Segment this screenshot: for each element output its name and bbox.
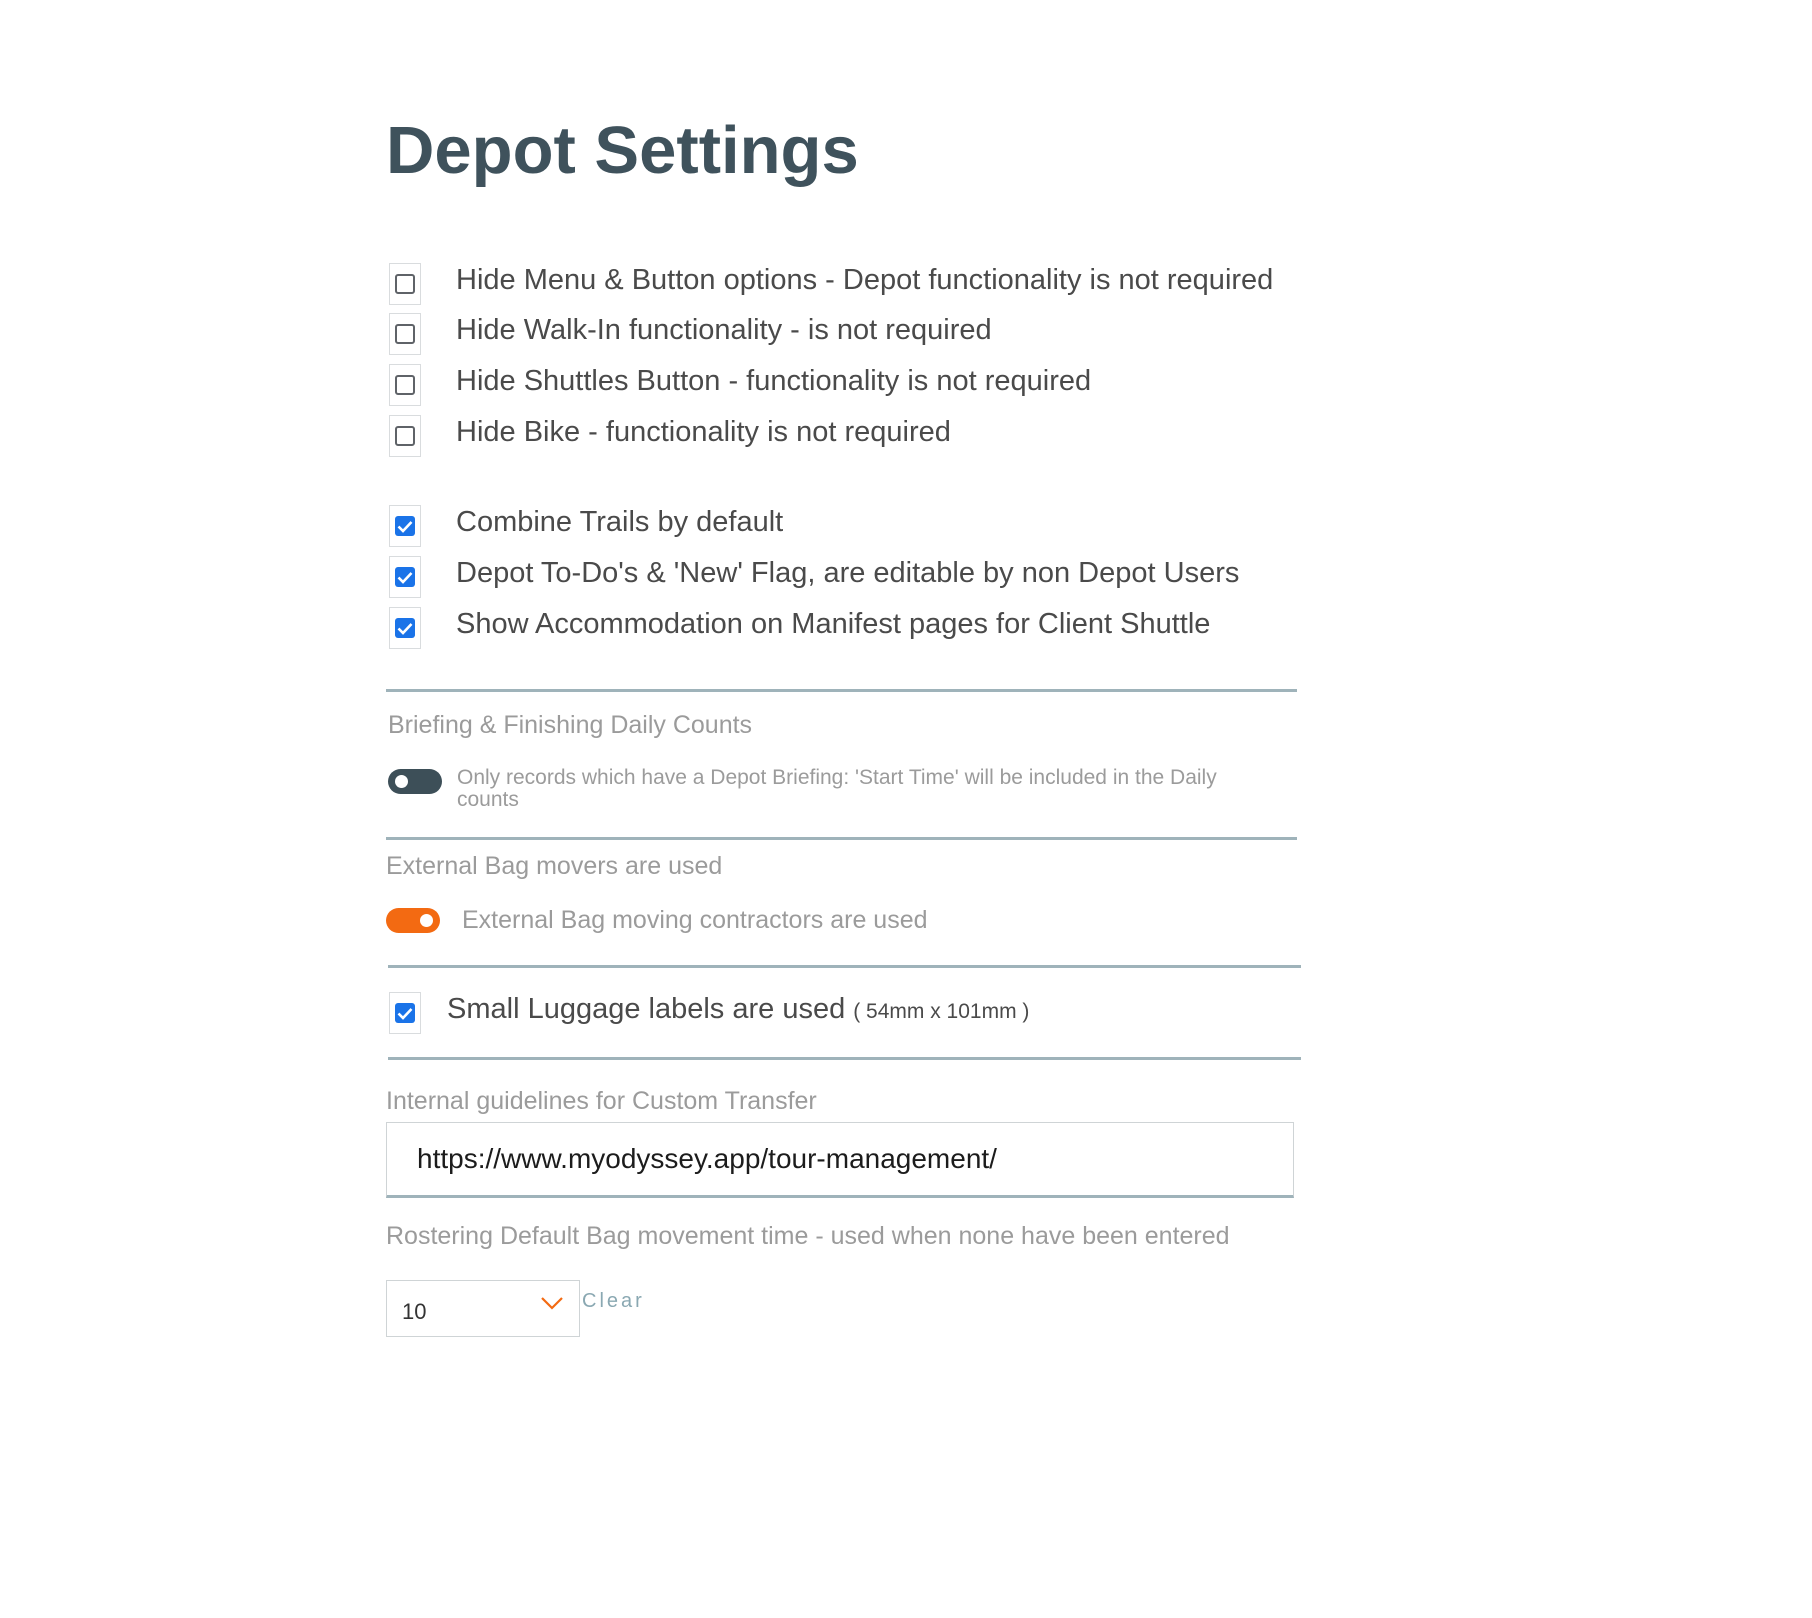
divider [386,837,1297,840]
hide-menu-option[interactable] [389,262,1273,306]
bag-movers-toggle[interactable] [386,908,440,933]
bag-movement-time-select[interactable] [386,1280,580,1337]
combine-trails-checkbox[interactable] [395,516,415,536]
divider [388,965,1301,968]
divider [388,1057,1301,1060]
hide-shuttles-label: Hide Shuttles Button - functionality is not required [456,364,1092,397]
hide-walk-in-label: Hide Walk-In functionality - is not required [456,313,992,346]
small-luggage-note: ( 54mm x 101mm ) [853,999,1030,1023]
show-accommodation-checkbox[interactable] [395,618,415,638]
bag-movement-time-value: 10 [402,1299,427,1324]
checkmark-icon [397,520,413,533]
hide-bike-checkbox[interactable] [395,426,415,446]
hide-shuttles-checkbox[interactable] [395,375,415,395]
checkmark-icon [397,622,413,635]
hide-walk-in-option[interactable] [389,312,992,356]
hide-walk-in-checkbox[interactable] [395,324,415,344]
page-title: Depot Settings [386,113,859,188]
hide-shuttles-option[interactable] [389,363,1091,407]
bag-movers-toggle-text: External Bag moving contractors are used [462,906,928,934]
combine-trails-option[interactable] [389,504,783,548]
rostering-section-label: Rostering Default Bag movement time - used when none have been entered [386,1222,1230,1250]
chevron-down-icon [540,1295,564,1311]
small-luggage-checkbox[interactable] [395,1003,415,1023]
show-accommodation-option[interactable] [389,606,1210,650]
show-accommodation-label: Show Accommodation on Manifest pages for Client Shuttle [456,607,1211,640]
small-luggage-option[interactable] [389,991,1029,1035]
hide-bike-option[interactable] [389,414,951,458]
clear-button[interactable]: Clear [582,1290,645,1312]
guidelines-section-label: Internal guidelines for Custom Transfer [386,1087,817,1115]
hide-menu-label: Hide Menu & Button options - Depot functionality is not required [456,263,1274,296]
depot-todos-checkbox[interactable] [395,567,415,587]
guidelines-url-input[interactable] [386,1122,1294,1198]
combine-trails-label: Combine Trails by default [456,505,784,538]
briefing-toggle[interactable] [388,769,442,794]
briefing-toggle-text: Only records which have a Depot Briefing: 'Start Time' will be included in the Daily counts [457,766,1217,811]
divider [386,689,1297,692]
depot-todos-label: Depot To-Do's & 'New' Flag, are editable by non Depot Users [456,556,1240,589]
small-luggage-label: Small Luggage labels are used [447,992,846,1025]
hide-bike-label: Hide Bike - functionality is not required [456,415,951,448]
bag-movers-section-label: External Bag movers are used [386,852,723,880]
checkmark-icon [397,1007,413,1020]
hide-menu-checkbox[interactable] [395,274,415,294]
checkmark-icon [397,571,413,584]
depot-todos-option[interactable] [389,555,1239,599]
briefing-section-label: Briefing & Finishing Daily Counts [388,711,753,739]
